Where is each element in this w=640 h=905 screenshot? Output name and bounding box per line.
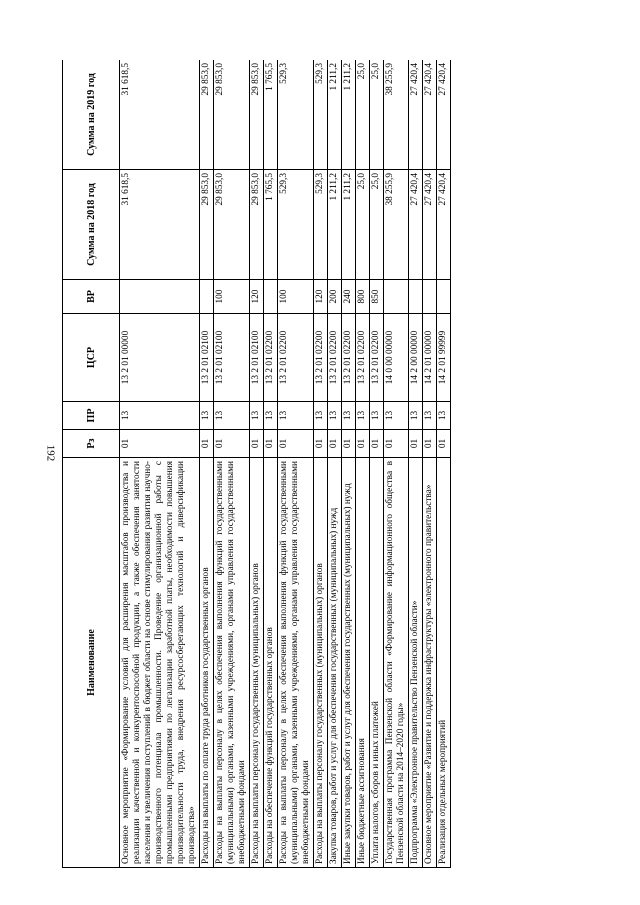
cell-csr: 14 2 01 00000 xyxy=(423,314,437,402)
cell-name: Иные бюджетные ассигнования xyxy=(356,458,370,868)
cell-rz: 01 xyxy=(370,430,384,458)
cell-csr: 13 2 01 02200 xyxy=(328,314,342,402)
cell-csr: 13 2 01 02200 xyxy=(278,314,314,402)
cell-pr: 13 xyxy=(264,402,278,430)
cell-name: Государственная программа Пензенской области «Формирование информационного общества в Пензенской области на 2014–2020 годы» xyxy=(384,458,409,868)
cell-csr: 13 2 01 02100 xyxy=(250,314,264,402)
cell-sum-2019: 25,0 xyxy=(356,60,370,170)
cell-sum-2018: 29 853,0 xyxy=(214,170,250,280)
cell-sum-2018: 27 420,4 xyxy=(437,170,451,280)
cell-sum-2019: 29 853,0 xyxy=(200,60,214,170)
cell-sum-2018: 1 211,2 xyxy=(342,170,356,280)
header-sum-2018: Сумма на 2018 год xyxy=(63,170,120,280)
cell-rz: 01 xyxy=(264,430,278,458)
cell-csr: 13 2 01 02200 xyxy=(342,314,356,402)
cell-vr xyxy=(437,280,451,314)
table-row xyxy=(328,60,342,868)
cell-sum-2019: 529,3 xyxy=(314,60,328,170)
cell-rz: 01 xyxy=(278,430,314,458)
table-row xyxy=(264,60,278,868)
cell-vr xyxy=(200,280,214,314)
table-row xyxy=(409,60,423,868)
cell-name: Расходы на выплаты персоналу государственных (муниципальных) органов xyxy=(250,458,264,868)
header-name: Наименование xyxy=(63,458,120,868)
cell-name: Подпрограмма «Электронное правительство Пензенской области» xyxy=(409,458,423,868)
cell-rz: 01 xyxy=(214,430,250,458)
cell-sum-2018: 27 420,4 xyxy=(409,170,423,280)
cell-csr: 13 2 01 02100 xyxy=(214,314,250,402)
page-number-text: 192 xyxy=(44,444,56,461)
cell-vr: 120 xyxy=(314,280,328,314)
cell-rz: 01 xyxy=(384,430,409,458)
cell-pr: 13 xyxy=(250,402,264,430)
cell-vr xyxy=(409,280,423,314)
header-csr: ЦСР xyxy=(63,314,120,402)
table-row xyxy=(437,60,451,868)
cell-sum-2018: 529,3 xyxy=(314,170,328,280)
table-row xyxy=(250,60,264,868)
table-row xyxy=(278,60,314,868)
cell-vr xyxy=(264,280,278,314)
cell-sum-2019: 27 420,4 xyxy=(423,60,437,170)
cell-rz: 01 xyxy=(437,430,451,458)
cell-rz: 01 xyxy=(120,430,200,458)
cell-csr: 13 2 01 02200 xyxy=(314,314,328,402)
cell-sum-2018: 31 618,5 xyxy=(120,170,200,280)
cell-sum-2018: 25,0 xyxy=(370,170,384,280)
cell-sum-2019: 529,3 xyxy=(278,60,314,170)
cell-sum-2019: 29 853,0 xyxy=(214,60,250,170)
rotated-page-area xyxy=(62,60,572,868)
cell-vr: 800 xyxy=(356,280,370,314)
cell-rz: 01 xyxy=(200,430,214,458)
cell-pr: 13 xyxy=(356,402,370,430)
cell-sum-2018: 29 853,0 xyxy=(250,170,264,280)
cell-csr: 14 2 00 00000 xyxy=(409,314,423,402)
cell-name: Расходы на выплаты персоналу государственных (муниципальных) органов xyxy=(314,458,328,868)
cell-pr: 13 xyxy=(120,402,200,430)
cell-rz: 01 xyxy=(423,430,437,458)
table-row xyxy=(120,60,200,868)
cell-pr: 13 xyxy=(384,402,409,430)
cell-sum-2018: 1 211,2 xyxy=(328,170,342,280)
cell-name: Расходы на выплаты персоналу в целях обеспечения выполнения функций государственными (муниципальными) органами, казенными учреждениями, органами управления государственными внебюджетными фондами xyxy=(214,458,250,868)
cell-sum-2018: 529,3 xyxy=(278,170,314,280)
cell-name: Основное мероприятие «Формирование условий для расширения масштабов производства и реализации качественной и конкурентоспособной продукции, а также обеспечения занятости населения и увеличения поступлений в бюджет области на основе стимулирования развития научно-производственного потенциала промышленности. Проведение организационной работы с промышленными предприятиями по легализации заработной платы, необходимости повышения производительности труда, внедрения ресурсосберегающих технологий и диверсификации производства» xyxy=(120,458,200,868)
cell-csr: 13 2 01 02200 xyxy=(370,314,384,402)
cell-sum-2019: 25,0 xyxy=(370,60,384,170)
cell-pr: 13 xyxy=(200,402,214,430)
cell-sum-2019: 38 255,9 xyxy=(384,60,409,170)
rotated-table-container xyxy=(62,60,572,868)
table-header-row xyxy=(63,60,120,868)
cell-csr: 13 2 01 02100 xyxy=(200,314,214,402)
cell-sum-2019: 31 618,5 xyxy=(120,60,200,170)
cell-vr: 100 xyxy=(278,280,314,314)
cell-csr: 13 2 01 00000 xyxy=(120,314,200,402)
budget-table xyxy=(62,60,451,868)
table-row xyxy=(423,60,437,868)
cell-vr: 850 xyxy=(370,280,384,314)
cell-vr: 100 xyxy=(214,280,250,314)
header-rz: Рз xyxy=(63,430,120,458)
cell-sum-2019: 1 211,2 xyxy=(328,60,342,170)
table-row xyxy=(384,60,409,868)
cell-name: Расходы на выплаты по оплате труда работников государственных органов xyxy=(200,458,214,868)
cell-csr: 13 2 01 02200 xyxy=(264,314,278,402)
cell-csr: 14 0 00 00000 xyxy=(384,314,409,402)
cell-rz: 01 xyxy=(314,430,328,458)
cell-vr: 120 xyxy=(250,280,264,314)
cell-pr: 13 xyxy=(370,402,384,430)
cell-name: Закупка товаров, работ и услуг для обеспечения государственных (муниципальных) нужд xyxy=(328,458,342,868)
table-row xyxy=(200,60,214,868)
cell-vr: 240 xyxy=(342,280,356,314)
cell-csr: 13 2 01 02200 xyxy=(356,314,370,402)
cell-rz: 01 xyxy=(250,430,264,458)
table-row xyxy=(342,60,356,868)
cell-vr xyxy=(384,280,409,314)
cell-rz: 01 xyxy=(328,430,342,458)
cell-name: Иные закупки товаров, работ и услуг для обеспечения государственных (муниципальных) нужд xyxy=(342,458,356,868)
table-row xyxy=(370,60,384,868)
cell-vr: 200 xyxy=(328,280,342,314)
cell-sum-2019: 29 853,0 xyxy=(250,60,264,170)
cell-name: Основное мероприятие «Развитие и поддержка инфраструктуры «электронного правительства» xyxy=(423,458,437,868)
cell-csr: 14 2 01 99999 xyxy=(437,314,451,402)
cell-sum-2018: 29 853,0 xyxy=(200,170,214,280)
table-row xyxy=(314,60,328,868)
cell-name: Расходы на обеспечение функций государственных органов xyxy=(264,458,278,868)
cell-name: Реализация отдельных мероприятий xyxy=(437,458,451,868)
table-row xyxy=(356,60,370,868)
header-sum-2019: Сумма на 2019 год xyxy=(63,60,120,170)
cell-pr: 13 xyxy=(314,402,328,430)
cell-rz: 01 xyxy=(342,430,356,458)
cell-sum-2018: 38 255,9 xyxy=(384,170,409,280)
cell-sum-2019: 1 211,2 xyxy=(342,60,356,170)
cell-sum-2019: 27 420,4 xyxy=(409,60,423,170)
cell-sum-2018: 25,0 xyxy=(356,170,370,280)
cell-rz: 01 xyxy=(356,430,370,458)
cell-pr: 13 xyxy=(437,402,451,430)
cell-pr: 13 xyxy=(409,402,423,430)
cell-sum-2018: 1 765,5 xyxy=(264,170,278,280)
cell-name: Расходы на выплаты персоналу в целях обеспечения выполнения функций государственными (муниципальными) органами, казенными учреждениями, органами управления государственными внебюджетными фондами xyxy=(278,458,314,868)
cell-pr: 13 xyxy=(214,402,250,430)
cell-rz: 01 xyxy=(409,430,423,458)
header-pr: ПР xyxy=(63,402,120,430)
cell-pr: 13 xyxy=(328,402,342,430)
cell-name: Уплата налогов, сборов и иных платежей xyxy=(370,458,384,868)
cell-sum-2019: 1 765,5 xyxy=(264,60,278,170)
cell-sum-2019: 27 420,4 xyxy=(437,60,451,170)
cell-pr: 13 xyxy=(342,402,356,430)
cell-pr: 13 xyxy=(423,402,437,430)
cell-pr: 13 xyxy=(278,402,314,430)
cell-sum-2018: 27 420,4 xyxy=(423,170,437,280)
cell-vr xyxy=(120,280,200,314)
header-vr: ВР xyxy=(63,280,120,314)
table-row xyxy=(214,60,250,868)
cell-vr xyxy=(423,280,437,314)
